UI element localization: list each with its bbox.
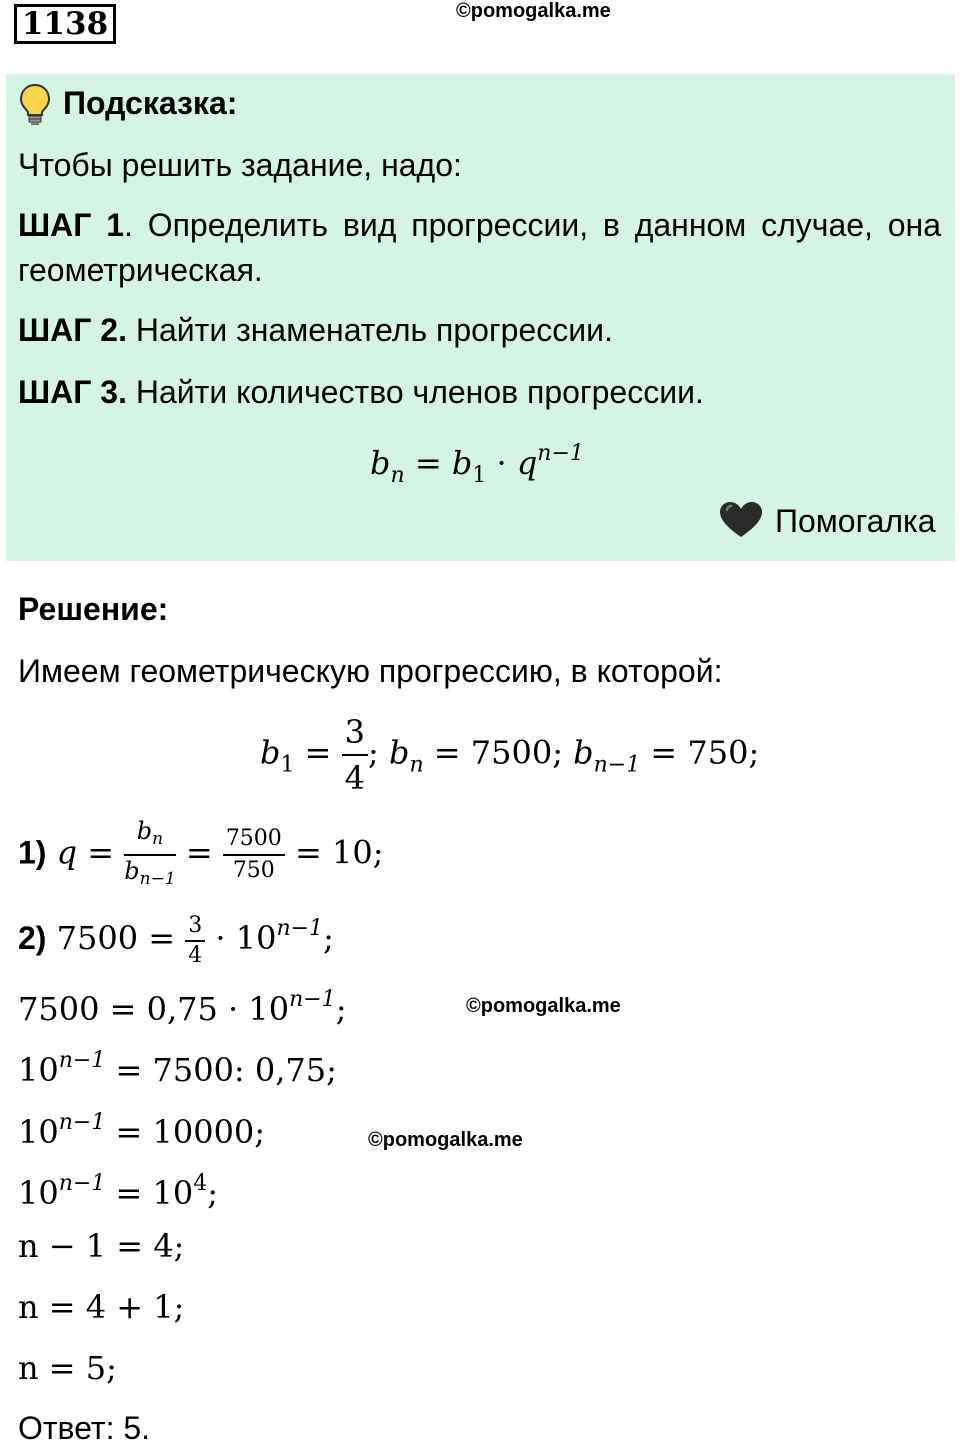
hint-step-2: ШАГ 2. Найти знаменатель прогрессии. <box>18 312 613 348</box>
task-number: 1138 <box>14 4 116 44</box>
given-values: $b_1$ = $\frac{3}{4}$ ; $b_n = 7500$; $b_{n-1} = 750$; <box>260 710 759 800</box>
equation-line-6: n = 4 + 1; <box>18 1288 185 1326</box>
equation-line-3: $10^{n-1} = 10000$; <box>18 1110 266 1151</box>
equation-line-2: $10^{n-1} = 7500$: 0,75; <box>18 1048 337 1089</box>
lightbulb-icon <box>18 82 52 126</box>
step-2: 2) 7500 = $\frac{3}{4}$ · $10^{n-1}$; <box>18 912 334 968</box>
answer: Ответ: 5. <box>18 1410 151 1446</box>
hint-intro: Чтобы решить задание, надо: <box>18 147 462 183</box>
solution-title: Решение: <box>18 591 169 627</box>
heart-icon <box>718 500 764 540</box>
equation-line-5: n − 1 = 4; <box>18 1227 185 1265</box>
equation-line-1: $7500 = 0,75 \cdot 10^{n-1}$; <box>18 987 347 1028</box>
step-1: 1) q = $\frac{b_n}{b_{n-1}}$ = $\frac{7500}{750}$ = 10; <box>18 817 384 889</box>
hint-formula: $b_n = b_1 \cdot q^{n-1}$ <box>370 441 584 488</box>
hint-step-1-continuation: геометрическая. <box>18 252 263 288</box>
solution-intro: Имеем геометрическую прогрессию, в которой: <box>18 653 723 689</box>
watermark-middle: ©pomogalka.me <box>466 995 621 1017</box>
brand-label: Помогалка <box>775 503 936 539</box>
watermark-top: ©pomogalka.me <box>456 0 611 22</box>
hint-step-1: ШАГ 1. Определить вид прогрессии, в данном случае, она <box>18 207 942 243</box>
hint-step-3: ШАГ 3. Найти количество членов прогрессии. <box>18 374 704 410</box>
equation-line-7: n = 5; <box>18 1349 117 1387</box>
watermark-lower: ©pomogalka.me <box>368 1129 523 1151</box>
equation-line-4: $10^{n-1} = 10^4$; <box>18 1171 218 1212</box>
hint-title: Подсказка: <box>63 85 238 121</box>
